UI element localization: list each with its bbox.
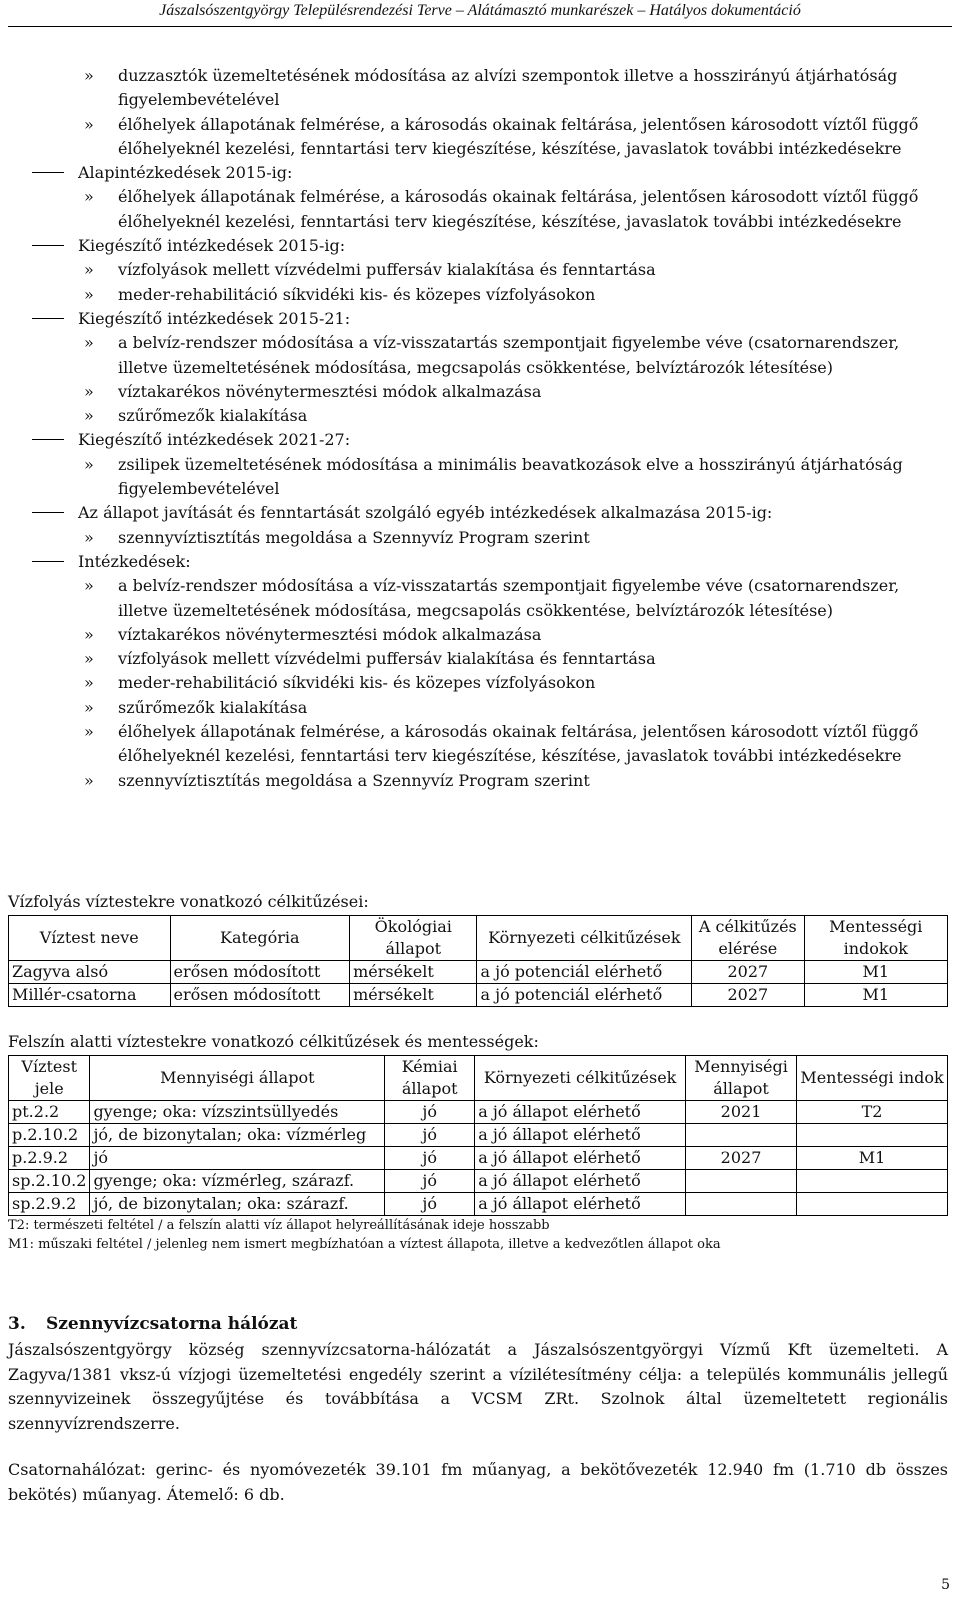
bullet-item bbox=[8, 671, 948, 695]
dash-marker bbox=[32, 172, 64, 173]
bullet-marker: » bbox=[84, 673, 94, 693]
bullet-item bbox=[8, 258, 948, 282]
header-cell: Kategória bbox=[170, 916, 350, 961]
document-title: Jászalsószentgyörgy Településrendezési Terve – Alátámasztó munkarészek – Hatályos dokumentáció bbox=[159, 2, 801, 19]
bullet-marker: » bbox=[84, 454, 94, 474]
bullet-item bbox=[8, 331, 948, 380]
dash-item bbox=[8, 234, 948, 258]
bullet-marker: » bbox=[84, 66, 94, 85]
bullet-marker: » bbox=[84, 527, 94, 547]
bullet-marker: » bbox=[84, 381, 94, 401]
bullet-item bbox=[8, 769, 948, 793]
table-row bbox=[9, 984, 948, 1007]
table-cell: jó, de bizonytalan; oka: vízmérleg bbox=[90, 1124, 385, 1147]
bullet-marker: » bbox=[84, 770, 94, 790]
table-cell: jó bbox=[385, 1170, 475, 1193]
table-cell: mérsékelt bbox=[350, 984, 477, 1007]
groundwater-section bbox=[8, 1031, 948, 1254]
surface-water-section bbox=[8, 891, 948, 1007]
dash-marker bbox=[32, 318, 64, 319]
header-cell: Mentességi indok bbox=[797, 1056, 948, 1101]
table-cell: 2027 bbox=[692, 984, 804, 1007]
table-row bbox=[9, 1101, 948, 1124]
bullet-item bbox=[8, 453, 948, 502]
table-cell: gyenge; oka: vízszintsüllyedés bbox=[90, 1101, 385, 1124]
table-header-row bbox=[9, 1056, 948, 1101]
bullet-marker: » bbox=[84, 649, 94, 669]
bullet-item bbox=[8, 185, 948, 234]
bullet-marker: » bbox=[84, 406, 94, 426]
header-cell: Mennyiségi állapot bbox=[686, 1056, 797, 1101]
table-cell: a jó állapot elérhető bbox=[475, 1101, 686, 1124]
table-cell: 2021 bbox=[686, 1101, 797, 1124]
item-text: Intézkedések: bbox=[78, 551, 191, 571]
bullet-item bbox=[8, 64, 948, 113]
bullet-item bbox=[8, 647, 948, 671]
table-cell: M1 bbox=[804, 984, 948, 1007]
page-number: 5 bbox=[941, 1577, 950, 1593]
item-text: zsilipek üzemeltetésének módosítása a minimális beavatkozások elve a hosszirányú átjárhatóság figyelembevételével bbox=[118, 454, 903, 499]
groundwater-table bbox=[8, 1055, 948, 1216]
item-text: Az állapot javítását és fenntartását szolgáló egyéb intézkedések alkalmazása 2015-ig: bbox=[78, 503, 773, 523]
item-text: víztakarékos növénytermesztési módok alkalmazása bbox=[118, 381, 542, 401]
item-text: élőhelyek állapotának felmérése, a károsodás okainak feltárása, jelentősen károsodott víztől függő élőhelyeknél kezelési, fenntartási terv kiegészítése, készítése, javaslatok további intézkedésekre bbox=[118, 187, 919, 231]
table-cell bbox=[686, 1170, 797, 1193]
bullet-item bbox=[8, 574, 948, 623]
table-cell: jó bbox=[385, 1147, 475, 1170]
bullet-marker: » bbox=[84, 260, 94, 280]
section-paragraph: Jászalsószentgyörgy község szennyvízcsatorna-hálózatát a Jászalsószentgyörgyi Vízmű Kft üzemelteti. A Zagyva/1381 vksz-ú vízjogi üzemeltetési engedély szerint a vízilétesítmény célja: a település kommunális jellegű szennyvizeinek összegyűjtése és továbbítása a VCSM ZRt. Szolnok által üzemeltetett regionális szennyvízrendszerre. bbox=[8, 1340, 948, 1433]
bullet-item bbox=[8, 283, 948, 307]
table-cell: a jó állapot elérhető bbox=[475, 1193, 686, 1216]
dash-marker bbox=[32, 245, 64, 246]
item-text: élőhelyek állapotának felmérése, a károsodás okainak feltárása, jelentősen károsodott víztől függő élőhelyeknél kezelési, fenntartási terv kiegészítése, készítése, javaslatok további intézkedésekre bbox=[118, 722, 919, 766]
table-cell: sp.2.10.2 bbox=[9, 1170, 90, 1193]
table-row bbox=[9, 1124, 948, 1147]
item-text: a belvíz-rendszer módosítása a víz-visszatartás szempontjait figyelembe véve (csatornarendszer, illetve üzemeltetésének módosítása, megcsapolás csökkentése, belvíztározók létesítése) bbox=[118, 576, 900, 620]
measures-list bbox=[8, 64, 948, 793]
table-cell: jó bbox=[90, 1147, 385, 1170]
table-cell bbox=[797, 1193, 948, 1216]
table2-note-m1: M1: műszaki feltétel / jelenleg nem ismert megbízhatóan a víztest állapota, illetve a kedvezőtlen állapot oka bbox=[8, 1237, 721, 1252]
item-text: vízfolyások mellett vízvédelmi puffersáv kialakítása és fenntartása bbox=[118, 649, 656, 669]
table2-caption: Felszín alatti víztestekre vonatkozó célkitűzések és mentességek: bbox=[8, 1032, 539, 1051]
bullet-marker: » bbox=[84, 333, 94, 353]
table-cell: p.2.10.2 bbox=[9, 1124, 90, 1147]
table-cell bbox=[797, 1124, 948, 1147]
network-paragraph: Csatornahálózat: gerinc- és nyomóvezeték 39.101 fm műanyag, a bekötővezeték 12.940 fm (1.710 db összes bekötés) műanyag. Átemelő: 6 db. bbox=[8, 1460, 948, 1504]
table-cell: gyenge; oka: vízmérleg, szárazf. bbox=[90, 1170, 385, 1193]
bullet-item bbox=[8, 113, 948, 162]
table1-caption: Vízfolyás víztestekre vonatkozó célkitűzései: bbox=[8, 892, 369, 911]
section-title: Szennyvízcsatorna hálózat bbox=[46, 1314, 298, 1334]
bullet-marker: » bbox=[84, 697, 94, 717]
table-cell: Millér-csatorna bbox=[9, 984, 171, 1007]
item-text: élőhelyek állapotának felmérése, a károsodás okainak feltárása, jelentősen károsodott víztől függő élőhelyeknél kezelési, fenntartási terv kiegészítése, készítése, javaslatok további intézkedésekre bbox=[118, 114, 919, 158]
header-rule bbox=[8, 26, 952, 27]
header-cell: Mentességi indokok bbox=[804, 916, 948, 961]
table-cell: jó bbox=[385, 1124, 475, 1147]
dash-marker bbox=[32, 439, 64, 440]
page-header bbox=[0, 0, 960, 20]
table-cell: M1 bbox=[797, 1147, 948, 1170]
table-header-row bbox=[9, 916, 948, 961]
item-text: meder-rehabilitáció síkvidéki kis- és közepes vízfolyásokon bbox=[118, 284, 596, 304]
table2-note-t2: T2: természeti feltétel / a felszín alatti víz állapot helyreállításának ideje hosszabb bbox=[8, 1218, 550, 1233]
table-cell: a jó állapot elérhető bbox=[475, 1170, 686, 1193]
header-cell: Ökológiai állapot bbox=[350, 916, 477, 961]
bullet-item bbox=[8, 696, 948, 720]
bullet-item bbox=[8, 623, 948, 647]
header-cell: Környezeti célkitűzések bbox=[475, 1056, 686, 1101]
table-cell: jó bbox=[385, 1101, 475, 1124]
dash-marker bbox=[32, 561, 64, 562]
table-cell: sp.2.9.2 bbox=[9, 1193, 90, 1216]
surface-water-table bbox=[8, 915, 948, 1007]
bullet-marker: » bbox=[84, 114, 94, 134]
item-text: Kiegészítő intézkedések 2015-ig: bbox=[78, 236, 346, 256]
table-cell: mérsékelt bbox=[350, 961, 477, 984]
item-text: víztakarékos növénytermesztési módok alkalmazása bbox=[118, 624, 542, 644]
dash-item bbox=[8, 307, 948, 331]
table-cell: pt.2.2 bbox=[9, 1101, 90, 1124]
bullet-marker: » bbox=[84, 187, 94, 207]
item-text: a belvíz-rendszer módosítása a víz-visszatartás szempontjait figyelembe véve (csatornarendszer, illetve üzemeltetésének módosítása, megcsapolás csökkentése, belvíztározók létesítése) bbox=[118, 333, 900, 377]
bullet-item bbox=[8, 404, 948, 428]
header-cell: Környezeti célkitűzések bbox=[477, 916, 692, 961]
header-cell: Víztest neve bbox=[9, 916, 171, 961]
dash-marker bbox=[32, 512, 64, 513]
item-text: vízfolyások mellett vízvédelmi puffersáv kialakítása és fenntartása bbox=[118, 260, 656, 280]
table-row bbox=[9, 1193, 948, 1216]
bullet-item bbox=[8, 720, 948, 769]
header-cell: Víztest jele bbox=[9, 1056, 90, 1101]
table-cell bbox=[686, 1193, 797, 1216]
table-row bbox=[9, 961, 948, 984]
table-cell: 2027 bbox=[686, 1147, 797, 1170]
header-cell: Mennyiségi állapot bbox=[90, 1056, 385, 1101]
table-cell: erősen módosított bbox=[170, 961, 350, 984]
item-text: szennyvíztisztítás megoldása a Szennyvíz Program szerint bbox=[118, 770, 590, 790]
header-cell: A célkitűzés elérése bbox=[692, 916, 804, 961]
table-cell: a jó állapot elérhető bbox=[475, 1124, 686, 1147]
bullet-item bbox=[8, 526, 948, 550]
table-cell: jó, de bizonytalan; oka: szárazf. bbox=[90, 1193, 385, 1216]
bullet-marker: » bbox=[84, 576, 94, 596]
table-cell: jó bbox=[385, 1193, 475, 1216]
bullet-item bbox=[8, 380, 948, 404]
table-cell bbox=[797, 1170, 948, 1193]
bullet-marker: » bbox=[84, 284, 94, 304]
dash-item bbox=[8, 161, 948, 185]
dash-item bbox=[8, 428, 948, 452]
table-cell: erősen módosított bbox=[170, 984, 350, 1007]
table-cell: a jó állapot elérhető bbox=[475, 1147, 686, 1170]
section-heading bbox=[8, 1314, 297, 1334]
table-cell bbox=[686, 1124, 797, 1147]
header-cell: Kémiai állapot bbox=[385, 1056, 475, 1101]
item-text: meder-rehabilitáció síkvidéki kis- és közepes vízfolyásokon bbox=[118, 673, 596, 693]
item-text: szűrőmezők kialakítása bbox=[118, 406, 308, 426]
table-cell: Zagyva alsó bbox=[9, 961, 171, 984]
item-text: szűrőmezők kialakítása bbox=[118, 697, 308, 717]
item-text: Kiegészítő intézkedések 2015-21: bbox=[78, 308, 351, 328]
dash-item bbox=[8, 550, 948, 574]
item-text: szennyvíztisztítás megoldása a Szennyvíz Program szerint bbox=[118, 527, 590, 547]
bullet-marker: » bbox=[84, 624, 94, 644]
table-cell: M1 bbox=[804, 961, 948, 984]
table-cell: a jó potenciál elérhető bbox=[477, 961, 692, 984]
table-row bbox=[9, 1147, 948, 1170]
table-cell: p.2.9.2 bbox=[9, 1147, 90, 1170]
item-text: Alapintézkedések 2015-ig: bbox=[78, 163, 293, 183]
table-cell: a jó potenciál elérhető bbox=[477, 984, 692, 1007]
item-text: Kiegészítő intézkedések 2021-27: bbox=[78, 430, 351, 450]
table-row bbox=[9, 1170, 948, 1193]
table-cell: T2 bbox=[797, 1101, 948, 1124]
dash-item bbox=[8, 501, 948, 525]
table-cell: 2027 bbox=[692, 961, 804, 984]
item-text: duzzasztók üzemeltetésének módosítása az alvízi szempontok illetve a hosszirányú átjárhatóság figyelembevételével bbox=[118, 66, 898, 110]
section-number: 3. bbox=[8, 1314, 26, 1334]
bullet-marker: » bbox=[84, 722, 94, 742]
